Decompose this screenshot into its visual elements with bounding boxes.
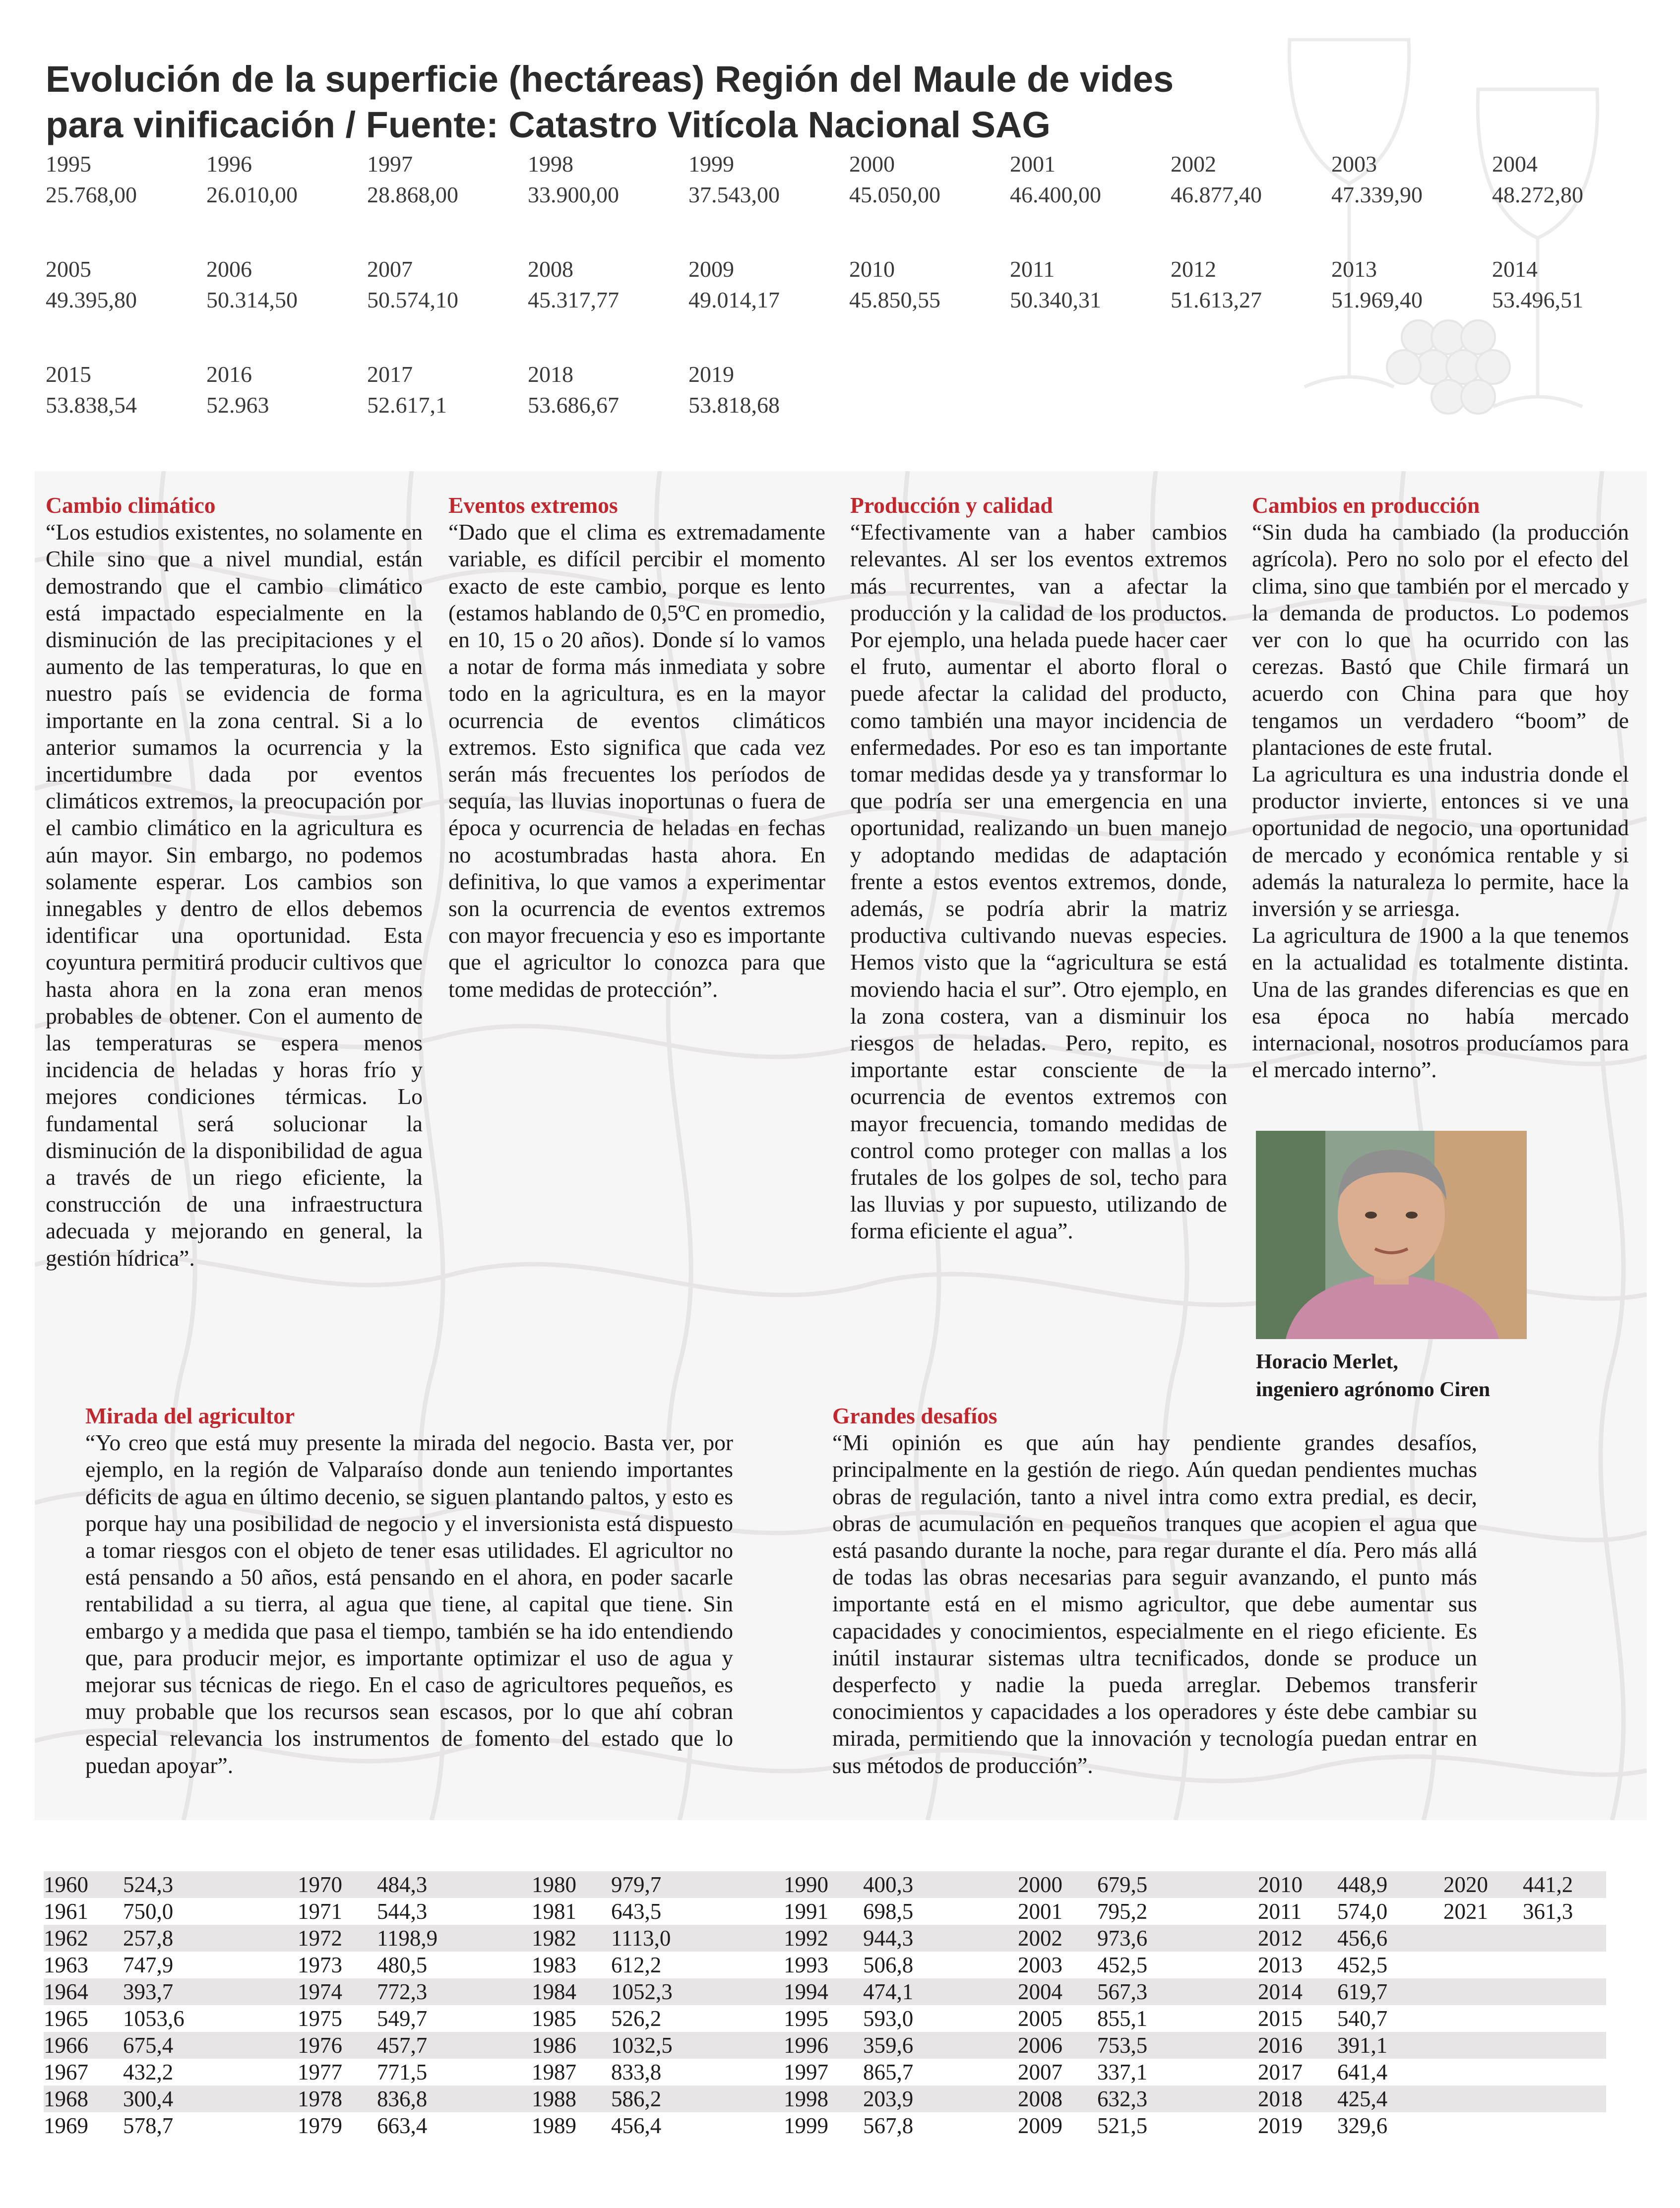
portrait-illustration: [1256, 1131, 1527, 1339]
table-year: 2018: [1258, 2086, 1303, 2111]
table-value: 361,3: [1523, 1899, 1573, 1924]
table-year: 1961: [44, 1899, 88, 1924]
table-value: 578,7: [123, 2113, 174, 2138]
year-cell: [528, 254, 688, 315]
table-value: 632,3: [1097, 2086, 1148, 2111]
year-label: 2017: [367, 362, 413, 387]
table-value: 526,2: [611, 2006, 662, 2031]
table-year: 1971: [298, 1899, 342, 1924]
section-body: “Mi opinión es que aún hay pendiente grandes desafíos, principalmente en la gestión de riego. Aún quedan pendientes muchas obras de regulación, tanto a nivel intra como extra predial, es decir, obras de acumulación en pequeños tranques que acopien el agua que está pasando durante la noche, para regar durante el día. Pero más allá de todas las obras necesarias para seguir avanzando, el punto más importante está en el mismo agricultor, que debe aumentar sus capacidades y conocimientos, especialmente en el riego eficiente. Es inútil instaurar sistemas ultra tecnificados, donde se produce un desperfecto y nadie la pueda arreglar. Debemos transferir conocimientos y capacidades a los operadores y éste debe cambiar su mirada, permitiendo que la innovación y tecnología puedan entrar en sus métodos de producción”.: [832, 1430, 1477, 1778]
year-value: 46.877,40: [1171, 182, 1262, 207]
year-cell: [849, 254, 1010, 315]
table-year: 1962: [44, 1926, 88, 1951]
table-value: 257,8: [123, 1926, 174, 1951]
table-year: 1973: [298, 1953, 342, 1977]
table-year: 2004: [1018, 1979, 1062, 2004]
year-cell: [206, 149, 367, 210]
table-year: 1978: [298, 2086, 342, 2111]
section-cambio-climatico: [46, 492, 423, 1272]
year-label: 2015: [46, 362, 91, 387]
year-cell: [367, 149, 528, 210]
table-value: 521,5: [1097, 2113, 1148, 2138]
page-title: [46, 57, 1385, 148]
year-cell: [1171, 254, 1331, 315]
year-value: 37.543,00: [688, 182, 780, 207]
table-year: 1998: [784, 2086, 828, 2111]
table-value: 452,5: [1337, 1953, 1388, 1977]
table-value: 795,2: [1097, 1899, 1148, 1924]
table-row: [44, 2032, 1606, 2059]
year-label: 1999: [688, 151, 734, 177]
table-value: 300,4: [123, 2086, 174, 2111]
table-value: 612,2: [611, 1953, 662, 1977]
year-value: 48.272,80: [1492, 182, 1583, 207]
section-heading: Grandes desafíos: [832, 1403, 997, 1428]
table-value: 337,1: [1097, 2060, 1148, 2085]
year-label: 2018: [528, 362, 573, 387]
section-heading: Cambio climático: [46, 492, 216, 518]
section-body: “Efectivamente van a haber cambios relevantes. Al ser los eventos extremos más recurrentes, van a afectar la producción y la calidad de los productos. Por ejemplo, una helada puede hacer caer el fruto, aumentar el aborto floral o puede afectar la calidad del producto, como también una mayor incidencia de enfermedades. Por eso es tan importante tomar medidas desde ya y transformar lo que podría ser una emergencia en una oportunidad, realizando un buen manejo y adoptando medidas de adaptación frente a estos eventos extremos, donde, además, se podría abrir la matriz productiva cultivando nuevas especies. Hemos visto que la “agricultura se está moviendo hacia el sur”. Otro ejemplo, en la zona costera, van a disminuir los riesgos de heladas. Pero, repito, es importante estar consciente de la ocurrencia de eventos extremos con mayor frecuencia, tomando medidas de control como proteger con mallas a los frutales de los golpes de sol, techo para las lluvias y por supuesto, utilizando de forma eficiente el agua”.: [850, 519, 1227, 1244]
section-body: “Sin duda ha cambiado (la producción agrícola). Pero no solo por el efecto del clima, sino que también por el mercado y la demanda de productos. Lo podemos ver con lo que ha ocurrido con las cerezas. Bastó que Chile firmará un acuerdo con China para que hoy tengamos un verdadero “boom” de plantaciones de este frutal.: [1252, 519, 1629, 760]
table-value: 448,9: [1337, 1872, 1388, 1897]
table-row: [44, 1978, 1606, 2005]
table-year: 1974: [298, 1979, 342, 2004]
year-value: 52.617,1: [367, 392, 447, 418]
table-year: 2011: [1258, 1899, 1302, 1924]
table-year: 1964: [44, 1979, 88, 2004]
year-label: 2000: [849, 151, 895, 177]
table-year: 1990: [784, 1872, 828, 1897]
table-year: 1997: [784, 2060, 828, 2085]
table-year: 1966: [44, 2033, 88, 2058]
table-value: 944,3: [863, 1926, 914, 1951]
table-row: [44, 2085, 1606, 2112]
table-year: 2021: [1443, 1899, 1488, 1924]
table-value: 698,5: [863, 1899, 914, 1924]
table-value: 549,7: [377, 2006, 428, 2031]
year-value: 33.900,00: [528, 182, 619, 207]
section-body: La agricultura es una industria donde el productor invierte, entonces si ve una oportunidad de negocio, una oportunidad de mercado y económica rentable y si además la naturaleza lo permite, hace la inversión y se arriesga.: [1252, 761, 1629, 921]
title-line-1: Evolución de la superficie (hectáreas) Región del Maule de vides: [46, 58, 1174, 100]
table-row: [44, 1898, 1606, 1925]
table-year: 1992: [784, 1926, 828, 1951]
table-year: 1976: [298, 2033, 342, 2058]
section-mirada-agricultor: [85, 1403, 733, 1779]
year-value: 53.496,51: [1492, 287, 1583, 312]
table-value: 544,3: [377, 1899, 428, 1924]
year-cell: [1171, 149, 1331, 210]
section-grandes-desafios: [832, 1403, 1477, 1779]
year-label: 2016: [206, 362, 252, 387]
table-year: 1980: [532, 1872, 576, 1897]
table-value: 456,4: [611, 2113, 662, 2138]
table-year: 1967: [44, 2060, 88, 2085]
year-label: 2002: [1171, 151, 1216, 177]
section-heading: Mirada del agricultor: [85, 1403, 295, 1428]
table-year: 1969: [44, 2113, 88, 2138]
year-cell: [206, 254, 367, 315]
table-value: 753,5: [1097, 2033, 1148, 2058]
table-value: 643,5: [611, 1899, 662, 1924]
table-value: 484,3: [377, 1872, 428, 1897]
year-cell: [206, 359, 367, 421]
year-cell: [1010, 149, 1171, 210]
year-label: 1996: [206, 151, 252, 177]
section-produccion-calidad: [850, 492, 1227, 1245]
section-eventos-extremos: [448, 492, 825, 1003]
year-cell: [1492, 149, 1653, 210]
table-year: 2006: [1018, 2033, 1062, 2058]
year-label: 2012: [1171, 256, 1216, 282]
year-label: 1995: [46, 151, 91, 177]
table-year: 2008: [1018, 2086, 1062, 2111]
table-value: 567,3: [1097, 1979, 1148, 2004]
year-label: 2019: [688, 362, 734, 387]
table-row: [44, 2005, 1606, 2032]
table-year: 1979: [298, 2113, 342, 2138]
year-cell: [1331, 254, 1492, 315]
table-value: 747,9: [123, 1953, 174, 1977]
table-value: 1113,0: [611, 1926, 671, 1951]
table-year: 1983: [532, 1953, 576, 1977]
table-value: 400,3: [863, 1872, 914, 1897]
table-value: 480,5: [377, 1953, 428, 1977]
year-value: 47.339,90: [1331, 182, 1423, 207]
table-value: 452,5: [1097, 1953, 1148, 1977]
year-cell: [1010, 254, 1171, 315]
table-year: 2019: [1258, 2113, 1303, 2138]
table-value: 425,4: [1337, 2086, 1388, 2111]
table-value: 1052,3: [611, 1979, 673, 2004]
year-value: 53.818,68: [688, 392, 780, 418]
year-label: 2011: [1010, 256, 1055, 282]
table-year: 1985: [532, 2006, 576, 2031]
table-value: 663,4: [377, 2113, 428, 2138]
table-value: 540,7: [1337, 2006, 1388, 2031]
table-value: 457,7: [377, 2033, 428, 2058]
table-year: 1989: [532, 2113, 576, 2138]
year-value: 51.613,27: [1171, 287, 1262, 312]
table-year: 2003: [1018, 1953, 1062, 1977]
table-value: 679,5: [1097, 1872, 1148, 1897]
table-row: [44, 1871, 1606, 1898]
table-value: 524,3: [123, 1872, 174, 1897]
table-year: 1963: [44, 1953, 88, 1977]
year-cell: [46, 254, 206, 315]
surface-year-grid: [46, 149, 1653, 421]
table-year: 1972: [298, 1926, 342, 1951]
photo-caption: [1256, 1348, 1554, 1404]
table-value: 574,0: [1337, 1899, 1388, 1924]
table-value: 432,2: [123, 2060, 174, 2085]
table-value: 203,9: [863, 2086, 914, 2111]
year-cell: [849, 149, 1010, 210]
table-year: 2005: [1018, 2006, 1062, 2031]
table-year: 2001: [1018, 1899, 1062, 1924]
table-year: 1975: [298, 2006, 342, 2031]
year-label: 2007: [367, 256, 413, 282]
year-cell: [688, 254, 849, 315]
year-value: 53.686,67: [528, 392, 619, 418]
title-line-2: para vinificación / Fuente: Catastro Vitícola Nacional SAG: [46, 104, 1051, 145]
table-value: 474,1: [863, 1979, 914, 2004]
portrait-photo: [1256, 1131, 1527, 1339]
year-value: 25.768,00: [46, 182, 137, 207]
year-label: 2003: [1331, 151, 1377, 177]
table-year: 2013: [1258, 1953, 1303, 1977]
table-year: 1981: [532, 1899, 576, 1924]
year-cell: [46, 149, 206, 210]
table-year: 1995: [784, 2006, 828, 2031]
table-year: 2007: [1018, 2060, 1062, 2085]
year-label: 2005: [46, 256, 91, 282]
year-label: 2004: [1492, 151, 1538, 177]
table-value: 391,1: [1337, 2033, 1388, 2058]
table-year: 1986: [532, 2033, 576, 2058]
year-value: 45.050,00: [849, 182, 940, 207]
caption-role: ingeniero agrónomo Ciren: [1256, 1378, 1491, 1401]
year-label: 1998: [528, 151, 573, 177]
year-cell: [1331, 149, 1492, 210]
table-year: 1996: [784, 2033, 828, 2058]
table-year: 2016: [1258, 2033, 1303, 2058]
table-row: [44, 1925, 1606, 1952]
year-value: 50.574,10: [367, 287, 458, 312]
table-year: 2009: [1018, 2113, 1062, 2138]
table-year: 1968: [44, 2086, 88, 2111]
section-cambios-produccion: [1252, 492, 1629, 1083]
table-value: 641,4: [1337, 2060, 1388, 2085]
year-label: 2009: [688, 256, 734, 282]
year-label: 2014: [1492, 256, 1538, 282]
year-cell: [528, 149, 688, 210]
year-label: 2001: [1010, 151, 1056, 177]
section-heading: Producción y calidad: [850, 492, 1053, 518]
year-cell: [1492, 254, 1653, 315]
table-year: 1999: [784, 2113, 828, 2138]
table-year: 1982: [532, 1926, 576, 1951]
table-year: 2015: [1258, 2006, 1303, 2031]
year-cell: [367, 359, 528, 421]
year-cell: [367, 254, 528, 315]
table-value: 1198,9: [377, 1926, 438, 1951]
annual-values-table: [44, 1871, 1606, 2139]
table-value: 865,7: [863, 2060, 914, 2085]
table-value: 619,7: [1337, 1979, 1388, 2004]
table-value: 329,6: [1337, 2113, 1388, 2138]
section-heading: Eventos extremos: [448, 492, 618, 518]
table-value: 1053,6: [123, 2006, 185, 2031]
year-cell: [46, 359, 206, 421]
table-value: 771,5: [377, 2060, 428, 2085]
table-year: 2000: [1018, 1872, 1062, 1897]
table-value: 855,1: [1097, 2006, 1148, 2031]
year-value: 28.868,00: [367, 182, 458, 207]
section-body: “Los estudios existentes, no solamente en Chile sino que a nivel mundial, están demostrando que el cambio climático está impactado especialmente en la disminución de las precipitaciones y el aumento de las temperaturas, lo que en nuestro país se evidencia de forma importante en la zona central. Si a lo anterior sumamos la ocurrencia y la incertidumbre dada por eventos climáticos extremos, la preocupación por el cambio climático en la agricultura es aún mayor. Sin embargo, no podemos solamente esperar. Los cambios son innegables y dentro de ellos debemos identificar una oportunidad. Esta coyuntura permitirá producir cultivos que hasta ahora en la zona eran menos probables de obtener. Con el aumento de las temperaturas se espera menos incidencia de heladas y horas frío y mejores condiciones térmicas. Lo fundamental será solucionar la disminución de la disponibilidad de agua a través de un riego eficiente, la construcción de una infraestructura adecuada y mejorando en general, la gestión hídrica”.: [46, 519, 423, 1271]
table-value: 567,8: [863, 2113, 914, 2138]
table-year: 1984: [532, 1979, 576, 2004]
table-year: 1965: [44, 2006, 88, 2031]
table-year: 1991: [784, 1899, 828, 1924]
year-label: 2006: [206, 256, 252, 282]
table-year: 2010: [1258, 1872, 1303, 1897]
table-value: 393,7: [123, 1979, 174, 2004]
year-value: 49.395,80: [46, 287, 137, 312]
table-year: 2020: [1443, 1872, 1488, 1897]
table-value: 586,2: [611, 2086, 662, 2111]
table-value: 456,6: [1337, 1926, 1388, 1951]
year-label: 1997: [367, 151, 413, 177]
year-cell: [528, 359, 688, 421]
table-value: 973,6: [1097, 1926, 1148, 1951]
year-value: 50.314,50: [206, 287, 298, 312]
table-value: 772,3: [377, 1979, 428, 2004]
table-year: 2014: [1258, 1979, 1303, 2004]
table-year: 2002: [1018, 1926, 1062, 1951]
table-value: 593,0: [863, 2006, 914, 2031]
table-year: 1993: [784, 1953, 828, 1977]
year-label: 2008: [528, 256, 573, 282]
table-value: 836,8: [377, 2086, 428, 2111]
year-value: 45.850,55: [849, 287, 940, 312]
table-year: 2017: [1258, 2060, 1303, 2085]
year-label: 2010: [849, 256, 895, 282]
year-value: 51.969,40: [1331, 287, 1423, 312]
table-value: 506,8: [863, 1953, 914, 1977]
table-row: [44, 2112, 1606, 2139]
year-label: 2013: [1331, 256, 1377, 282]
table-value: 359,6: [863, 2033, 914, 2058]
table-value: 441,2: [1523, 1872, 1573, 1897]
table-year: 2012: [1258, 1926, 1303, 1951]
table-value: 1032,5: [611, 2033, 673, 2058]
table-year: 1970: [298, 1872, 342, 1897]
table-value: 750,0: [123, 1899, 174, 1924]
table-year: 1977: [298, 2060, 342, 2085]
table-value: 979,7: [611, 1872, 662, 1897]
table-value: 675,4: [123, 2033, 174, 2058]
year-value: 52.963: [206, 392, 269, 418]
table-value: 833,8: [611, 2060, 662, 2085]
year-value: 53.838,54: [46, 392, 137, 418]
table-year: 1994: [784, 1979, 828, 2004]
year-value: 50.340,31: [1010, 287, 1101, 312]
table-year: 1988: [532, 2086, 576, 2111]
section-body: “Yo creo que está muy presente la mirada del negocio. Basta ver, por ejemplo, en la región de Valparaíso donde aun teniendo importantes déficits de agua en último decenio, se siguen plantando paltos, y esto es porque hay una posibilidad de negocio y el inversionista está dispuesto a tomar riesgos con el objeto de tener esas utilidades. El agricultor no está pensando a 50 años, está pensando en el ahora, en poder sacarle rentabilidad a su tierra, al agua que tiene, al capital que tiene. Sin embargo y a medida que pasa el tiempo, también se ha ido entendiendo que, para producir mejor, es importante optimizar el uso de agua y mejorar sus técnicas de riego. En el caso de agricultores pequeños, es muy probable que los recursos sean escasos, por lo que ahí cobran especial relevancia los instrumentos de fomento del estado que lo puedan apoyar”.: [85, 1430, 733, 1778]
year-value: 46.400,00: [1010, 182, 1101, 207]
table-year: 1987: [532, 2060, 576, 2085]
year-cell: [688, 359, 849, 421]
table-row: [44, 1952, 1606, 1978]
year-value: 26.010,00: [206, 182, 298, 207]
section-body: La agricultura de 1900 a la que tenemos en la actualidad es totalmente distinta. Una de las grandes diferencias es que en esa época no había mercado internacional, nosotros producíamos para el mercado interno”.: [1252, 922, 1629, 1083]
year-value: 49.014,17: [688, 287, 780, 312]
table-row: [44, 2059, 1606, 2085]
section-heading: Cambios en producción: [1252, 492, 1480, 518]
caption-name: Horacio Merlet,: [1256, 1350, 1398, 1373]
table-year: 1960: [44, 1872, 88, 1897]
section-body: “Dado que el clima es extremadamente variable, es difícil percibir el momento exacto de este cambio, porque es lento (estamos hablando de 0,5ºC en promedio, en 10, 15 o 20 años). Donde sí lo vamos a notar de forma más inmediata y sobre todo en la agricultura, es en la mayor ocurrencia de eventos climáticos extremos. Esto significa que cada vez serán más frecuentes los períodos de sequía, las lluvias inoportunas o fuera de época y ocurrencia de heladas en fechas no acostumbradas hasta ahora. En definitiva, lo que vamos a experimentar son la ocurrencia de eventos extremos con mayor frecuencia y eso es importante que el agricultor lo conozca para que tome medidas de protección”.: [448, 519, 825, 1002]
year-cell: [688, 149, 849, 210]
year-value: 45.317,77: [528, 287, 619, 312]
